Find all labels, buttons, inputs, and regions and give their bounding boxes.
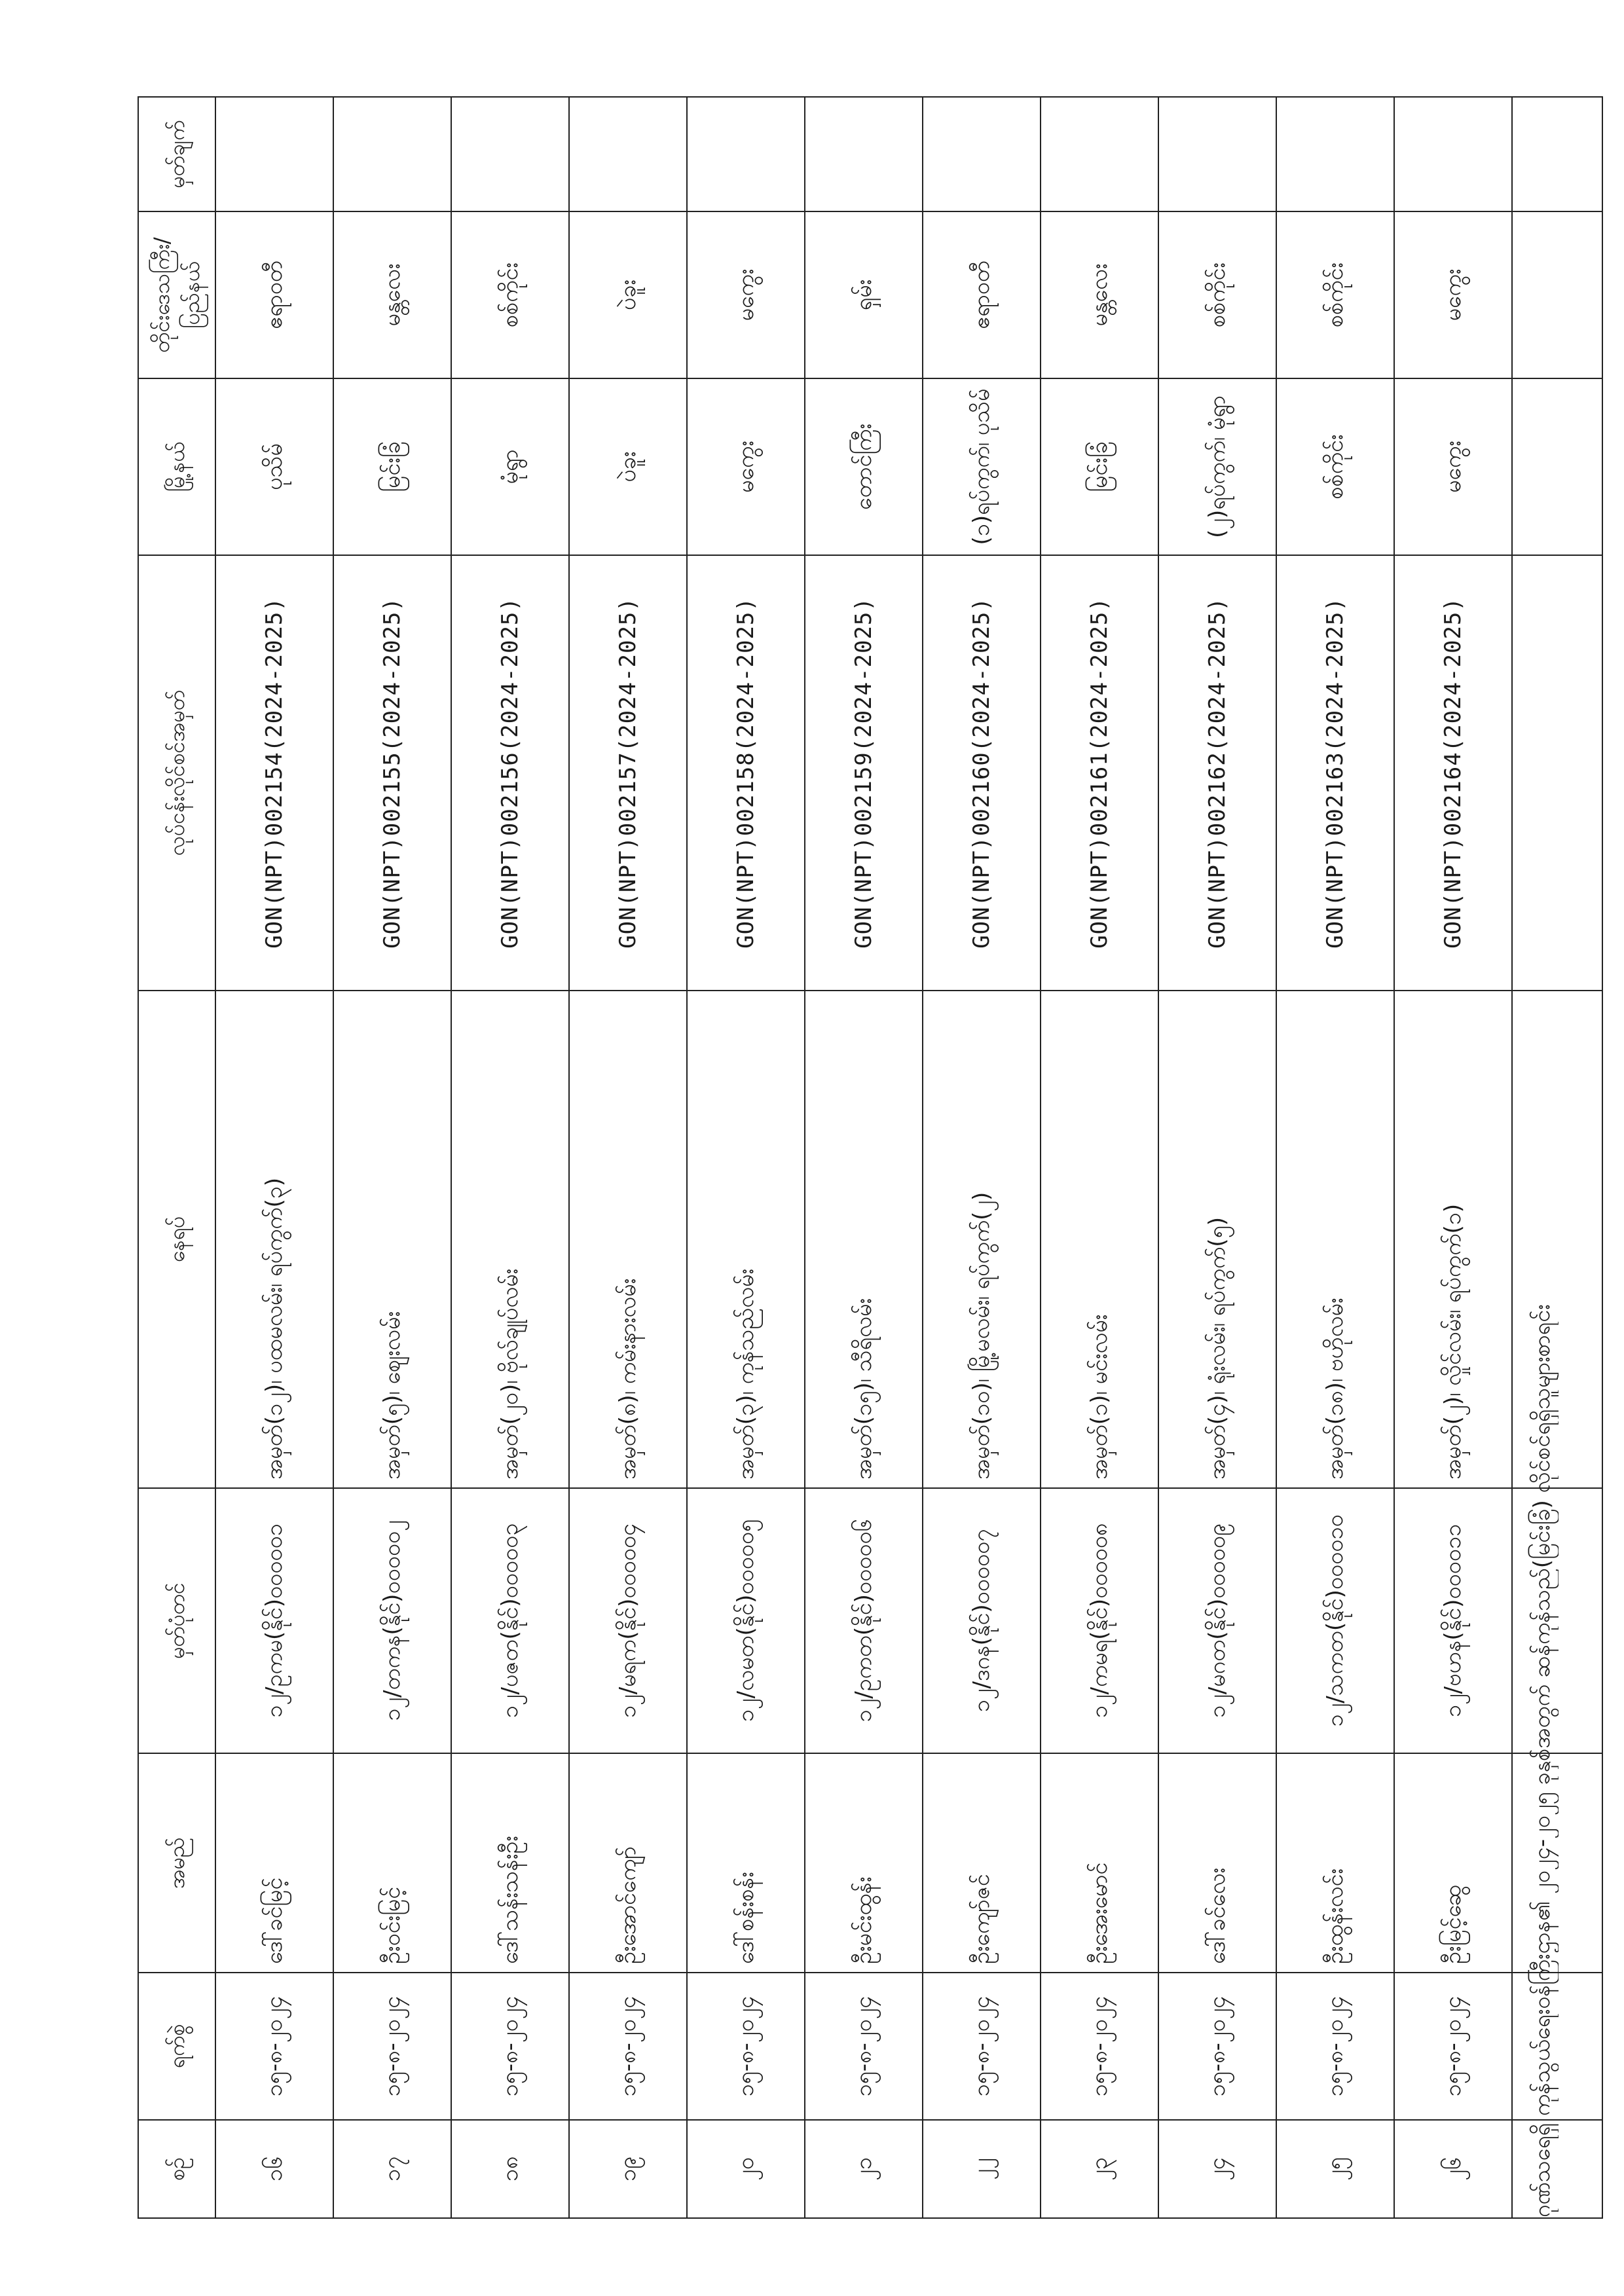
row-name: ဦးထွန်းလင်း — [1276, 1753, 1394, 1973]
header-address: နေရပ် — [138, 991, 215, 1488]
table-row — [805, 97, 923, 2218]
table-row — [923, 97, 1041, 2218]
row-number: ၂၄ — [1158, 2120, 1276, 2218]
row-date: ၁၅-၈-၂၀၂၄ — [805, 1973, 923, 2120]
row-region: ပဲခူး — [569, 211, 687, 378]
row-license: GON(NPT)002156(2024-2025) — [451, 555, 569, 991]
table-row — [1041, 97, 1158, 2218]
row-license: GON(NPT)002164(2024-2025) — [1394, 555, 1512, 991]
row-address: အမှတ်(၃)၊ ကုန်သည်လမ်း — [687, 991, 805, 1488]
header-nrc: မှတ်ပုံတင် — [138, 1488, 215, 1753]
table-row — [215, 97, 333, 2218]
row-license: GON(NPT)002157(2024-2025) — [569, 555, 687, 991]
row-date: ၁၅-၈-၂၀၂၄ — [687, 1973, 805, 2120]
empty-cell — [1512, 211, 1602, 378]
row-nrc: ၁၂/မဂတ(နိုင်)၀၀၀၀၀၉ — [1158, 1488, 1276, 1753]
row-remark — [451, 97, 569, 211]
row-address: အမှတ်(၅)၊ စျေးလမ်း — [333, 991, 451, 1488]
header-township: မြို့နယ် — [138, 378, 215, 555]
row-license: GON(NPT)002154(2024-2025) — [215, 555, 333, 991]
row-name: ဦးအေးမောင် — [1041, 1753, 1158, 1973]
table-row — [451, 97, 569, 2218]
row-region: မန္တလေး — [333, 211, 451, 378]
row-region: ရှမ်း — [805, 211, 923, 378]
row-number: ၂၅ — [1276, 2120, 1394, 2218]
row-license: GON(NPT)002160(2024-2025) — [923, 555, 1041, 991]
row-region: ဧရာဝတီ — [215, 211, 333, 378]
row-license: GON(NPT)002161(2024-2025) — [1041, 555, 1158, 991]
table-row — [1394, 97, 1512, 2218]
row-region: မကွေး — [687, 211, 805, 378]
row-remark — [1394, 97, 1512, 211]
row-township: မကွေး — [687, 378, 805, 555]
row-nrc: ၁၂/တကန(နိုင်)၀၀၀၀၀၂ — [333, 1488, 451, 1753]
row-number: ၂၀ — [687, 2120, 805, 2218]
row-remark — [569, 97, 687, 211]
row-region: စစ်ကိုင်း — [451, 211, 569, 378]
license-register-table — [138, 96, 1603, 2219]
row-township: မုံရွာ — [451, 378, 569, 555]
row-address: အမှတ်(၂)၊ လှိုင်လမ်း၊ ရပ်ကွက်(၁) — [1394, 991, 1512, 1488]
row-region: စစ်ကိုင်း — [1158, 211, 1276, 378]
header-remark: မှတ်ချက် — [138, 97, 215, 211]
row-region: မကွေး — [1394, 211, 1512, 378]
row-name: ဒေါ်သန်းသန်းဦး — [451, 1753, 569, 1973]
row-date: ၁၅-၈-၂၀၂၄ — [1394, 1973, 1512, 2120]
row-remark — [1041, 97, 1158, 211]
row-number: ၂၆ — [1394, 2120, 1512, 2218]
row-township: မြင်းခြံ — [333, 378, 451, 555]
header-no: စဉ် — [138, 2120, 215, 2218]
row-license: GON(NPT)002155(2024-2025) — [333, 555, 451, 991]
row-nrc: ၁၂/သကတ(နိုင်)၀၀၀၀၁၀ — [1276, 1488, 1394, 1753]
row-region: ဧရာဝတီ — [923, 211, 1041, 378]
row-number: ၁၉ — [569, 2120, 687, 2218]
row-address: အမှတ်(၁၈)၊ ဗဟိုလမ်း — [1276, 991, 1394, 1488]
row-date: ၁၅-၈-၂၀၂၄ — [923, 1973, 1041, 2120]
row-address: အမှတ်(၁၀)၊ မြို့မလမ်း၊ ရပ်ကွက်(၂) — [923, 991, 1041, 1488]
empty-cell — [1512, 2120, 1602, 2218]
row-nrc: ၁၂/ဗဟန(နိုင်)၀၀၀၀၁၁ — [1394, 1488, 1512, 1753]
header-license: လုပ်ငန်းလိုင်စင်အမှတ် — [138, 555, 215, 991]
row-nrc: ၁၂/ဥကမ(နိုင်)၀၀၀၀၀၁ — [215, 1488, 333, 1753]
empty-cell — [1512, 1973, 1602, 2120]
row-number: ၁၈ — [451, 2120, 569, 2218]
row-township: တောင်ကြီး — [805, 378, 923, 555]
row-license: GON(NPT)002162(2024-2025) — [1158, 555, 1276, 991]
row-license: GON(NPT)002163(2024-2025) — [1276, 555, 1394, 991]
row-township: ပုသိမ် — [215, 378, 333, 555]
table-row — [1276, 97, 1394, 2218]
row-address: အမှတ်(၁၂)၊ ပထမလမ်း၊ ရပ်ကွက်(၃) — [215, 991, 333, 1488]
row-address: အမှတ်(၁)၊ မင်းလမ်း — [1041, 991, 1158, 1488]
row-township: မကွေး — [1394, 378, 1512, 555]
row-remark — [923, 97, 1041, 211]
table-row-empty — [1512, 97, 1602, 2218]
row-date: ၁၅-၈-၂၀၂၄ — [1276, 1973, 1394, 2120]
row-township: မြင်းခြံ — [1041, 378, 1158, 555]
row-address: အမှတ်(၁၅)၊ သီရိလမ်း — [805, 991, 923, 1488]
row-region: စစ်ကိုင်း — [1276, 211, 1394, 378]
row-township: (၂)ရပ်ကွက်၊ မုံရွာ — [1158, 378, 1276, 555]
table-row — [687, 97, 805, 2218]
row-address: အမှတ်(၈)၊ ကမ်းနားလမ်း — [569, 991, 687, 1488]
row-township: (၁)ရပ်ကွက်၊ ပုသိမ် — [923, 378, 1041, 555]
table-row — [333, 97, 451, 2218]
empty-cell — [1512, 555, 1602, 991]
header-date: ရက်စွဲ — [138, 1973, 215, 2120]
row-name: ဒေါ်ခင်လေး — [1158, 1753, 1276, 1973]
row-remark — [1276, 97, 1394, 211]
row-number: ၂၂ — [923, 2120, 1041, 2218]
empty-cell — [1512, 991, 1602, 1488]
row-remark — [687, 97, 805, 211]
row-name: ဦးဝင်းမြင့် — [333, 1753, 451, 1973]
row-license: GON(NPT)002158(2024-2025) — [687, 555, 805, 991]
row-date: ၁၅-၈-၂၀၂၄ — [451, 1973, 569, 2120]
row-nrc: ၁၂/လမတ(နိုင်)၀၀၀၀၀၅ — [687, 1488, 805, 1753]
row-date: ၁၅-၈-၂၀၂၄ — [333, 1973, 451, 2120]
row-nrc: ၁၂/မရက(နိုင်)၀၀၀၀၀၄ — [569, 1488, 687, 1753]
row-license: GON(NPT)002159(2024-2025) — [805, 555, 923, 991]
row-number: ၂၃ — [1041, 2120, 1158, 2218]
row-name: ဦးမင်းထွန်း — [805, 1753, 923, 1973]
page-title: ဂုဏ်သရေရှိ ကုန်သွယ်ရေးဝန်ကြီးဌာန၏ ၂၀၂၄-၂၀၂၅ ခုနှစ်အတွက် ဆန်ကုန်သည်(မြင်းခြံ) လိုင်စင်ရရှိသူများစာရင်း — [1529, 1304, 1555, 2217]
empty-cell — [1512, 1488, 1602, 1753]
empty-cell — [1512, 378, 1602, 555]
table-row — [569, 97, 687, 2218]
row-number: ၂၁ — [805, 2120, 923, 2218]
row-address: အမှတ်(၂၀)၊ ဗိုလ်ချုပ်လမ်း — [451, 991, 569, 1488]
empty-cell — [1512, 97, 1602, 211]
row-address: အမှတ်(၄)၊ ရုံးလမ်း၊ ရပ်ကွက်(၅) — [1158, 991, 1276, 1488]
row-remark — [215, 97, 333, 211]
row-number: ၁၇ — [333, 2120, 451, 2218]
table-row — [1158, 97, 1276, 2218]
row-township: ပဲခူး — [569, 378, 687, 555]
row-nrc: ၁၂/ဥကတ(နိုင်)၀၀၀၀၀၆ — [805, 1488, 923, 1753]
row-number: ၁၆ — [215, 2120, 333, 2218]
row-date: ၁၅-၈-၂၀၂၄ — [569, 1973, 687, 2120]
row-nrc: ၁၂/ပဇတ(နိုင်)၀၀၀၀၀၃ — [451, 1488, 569, 1753]
row-remark — [1158, 97, 1276, 211]
row-region: မန္တလေး — [1041, 211, 1158, 378]
empty-cell — [1512, 1753, 1602, 1973]
row-nrc: ၁၂/ဒဂန(နိုင်)၀၀၀၀၀၇ — [923, 1488, 1041, 1753]
row-remark — [333, 97, 451, 211]
row-name: ဦးကျော်ဇင် — [923, 1753, 1041, 1973]
row-date: ၁၅-၈-၂၀၂၄ — [1158, 1973, 1276, 2120]
row-name: ဦးအောင်ကျော် — [569, 1753, 687, 1973]
header-name: အမည် — [138, 1753, 215, 1973]
header-region: တိုင်းဒေသကြီး/ပြည်နယ် — [138, 211, 215, 378]
row-date: ၁၅-၈-၂၀၂၄ — [1041, 1973, 1158, 2120]
row-remark — [805, 97, 923, 211]
row-township: စစ်ကိုင်း — [1276, 378, 1394, 555]
row-date: ၁၅-၈-၂၀၂၄ — [215, 1973, 333, 2120]
table-header-row — [138, 97, 215, 2218]
row-nrc: ၁၂/ကမရ(နိုင်)၀၀၀၀၀၈ — [1041, 1488, 1158, 1753]
row-name: ဦးမြင့်ဆွေ — [1394, 1753, 1512, 1973]
row-name: ဒေါ်ခင်မြင့် — [215, 1753, 333, 1973]
row-name: ဒေါ်စန်းစန်း — [687, 1753, 805, 1973]
